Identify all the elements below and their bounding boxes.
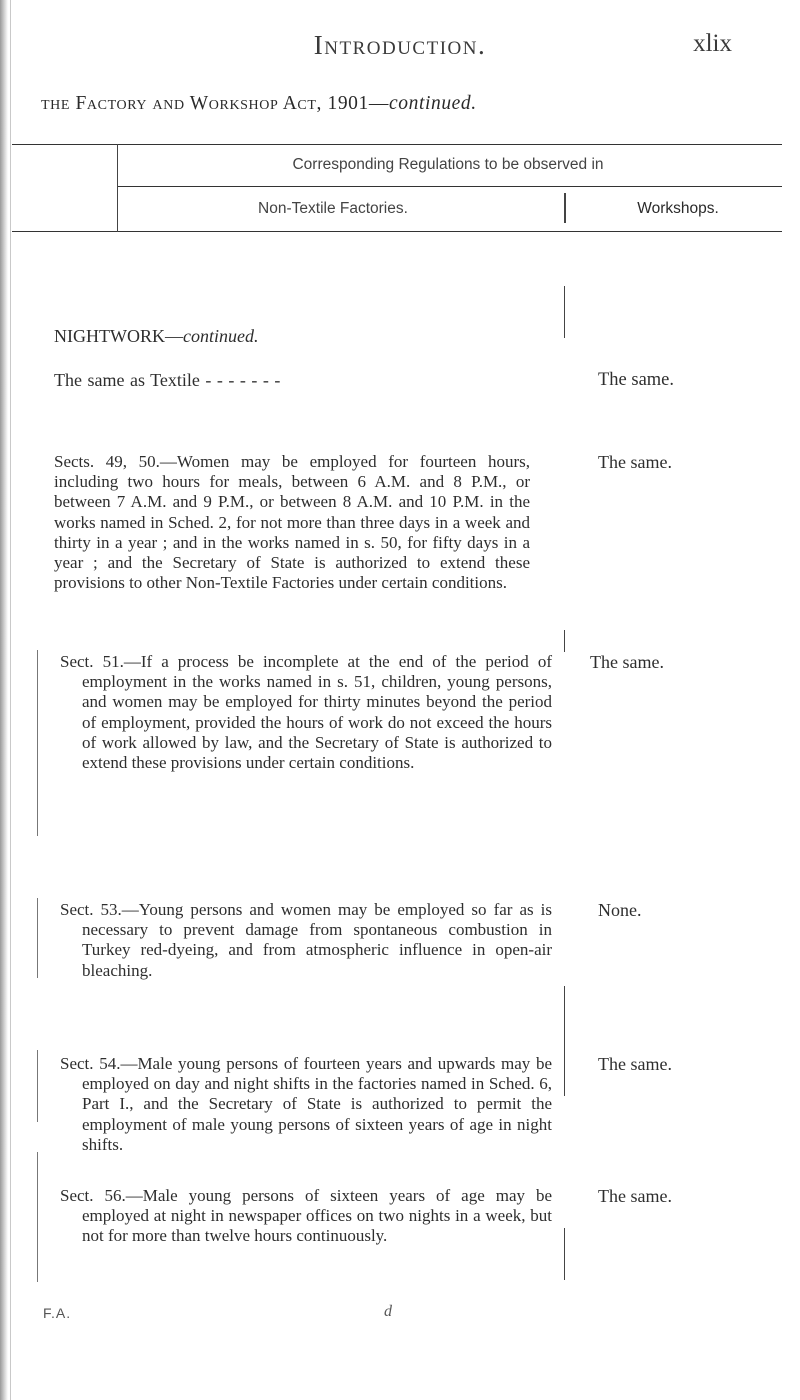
- table-header-divider: [118, 186, 782, 187]
- section-title-text: NIGHTWORK—: [54, 326, 183, 346]
- act-heading: [41, 93, 477, 115]
- table-header-main: Corresponding Regulations to be observed in: [292, 156, 604, 173]
- workshops-row-text: The same.: [598, 370, 675, 390]
- left-margin-bracket: [37, 1152, 38, 1282]
- regulation-row-text: Sects. 49, 50.—Women may be employed for fourteen hours, including two hours for meals, between 6 A.M. and 8 P.M., or between 7 A.M. and 9 P.M., or between 8 A.M. and 10 P.M. in the works named in Sched. 2, for not more than three days in a week and thirty in a year ; and in the works named in s. 50, for fifty days in a year ; and the Secretary of State is authorized to extend these provisions to other Non-Textile Factories under certain conditions.: [54, 452, 530, 593]
- column-divider: [564, 630, 565, 652]
- regulation-row-text: Sect. 51.—If a process be incomplete at the end of the period of employment in the works named in s. 51, children, young persons, and women may be employed for thirty minutes beyond the period of employment, provided the hours of work do not exceed the hours of work allowed by law, and the Secretary of State is authorized to extend these provisions under certain conditions.: [60, 652, 552, 773]
- act-heading-continued: continued.: [388, 93, 477, 114]
- regulation-row-text: Sect. 54.—Male young persons of fourteen years and upwards may be employed on day and night shifts in the factories named in Sched. 6, Part I., and the Secretary of State is authorized to permit the employment of male young persons of sixteen years of age in night shifts.: [60, 1054, 552, 1154]
- left-margin-bracket: [37, 650, 38, 836]
- left-margin-bracket: [37, 1050, 38, 1122]
- workshops-row-text: The same.: [598, 452, 672, 472]
- workshops-row-text: The same.: [598, 1054, 672, 1074]
- running-title: Introduction.: [313, 30, 487, 60]
- page-binding-line: [10, 0, 11, 1400]
- section-title-continued: continued.: [182, 326, 259, 346]
- regulation-row-text: Sect. 56.—Male young persons of sixteen years of age may be employed at night in newspaper offices on two nights in a week, but not for more than twelve hours continuously.: [60, 1186, 552, 1246]
- table-header-bottom-rule: [12, 231, 782, 232]
- column-header-non-textile: Non-Textile Factories.: [258, 200, 408, 217]
- regulation-row-text: Sect. 53.—Young persons and women may be employed so far as is necessary to prevent damage from spontaneous combustion in Turkey red-dyeing, and from atmospheric influence in open-air bleaching.: [60, 900, 552, 980]
- column-header-workshops: Workshops.: [637, 200, 719, 217]
- workshops-row-text: The same.: [590, 652, 664, 672]
- column-divider: [564, 1228, 565, 1280]
- act-heading-title: the Factory and Workshop Act, 1901—: [41, 93, 389, 114]
- page-number: xlix: [693, 30, 732, 57]
- header-column-divider: [564, 193, 566, 223]
- column-divider: [564, 986, 565, 1096]
- column-divider: [564, 286, 565, 338]
- signature-mark: F.A.: [43, 1305, 72, 1321]
- workshops-row-text: None.: [598, 900, 642, 920]
- workshops-row-text: The same.: [598, 1186, 672, 1206]
- table-top-rule: [12, 144, 782, 145]
- left-margin-bracket: [37, 898, 38, 978]
- signature-letter: d: [384, 1303, 392, 1320]
- regulation-row-text: The same as Textile - - - - - - -: [54, 370, 281, 390]
- section-title: [54, 326, 258, 347]
- page-binding-edge: [0, 0, 8, 1400]
